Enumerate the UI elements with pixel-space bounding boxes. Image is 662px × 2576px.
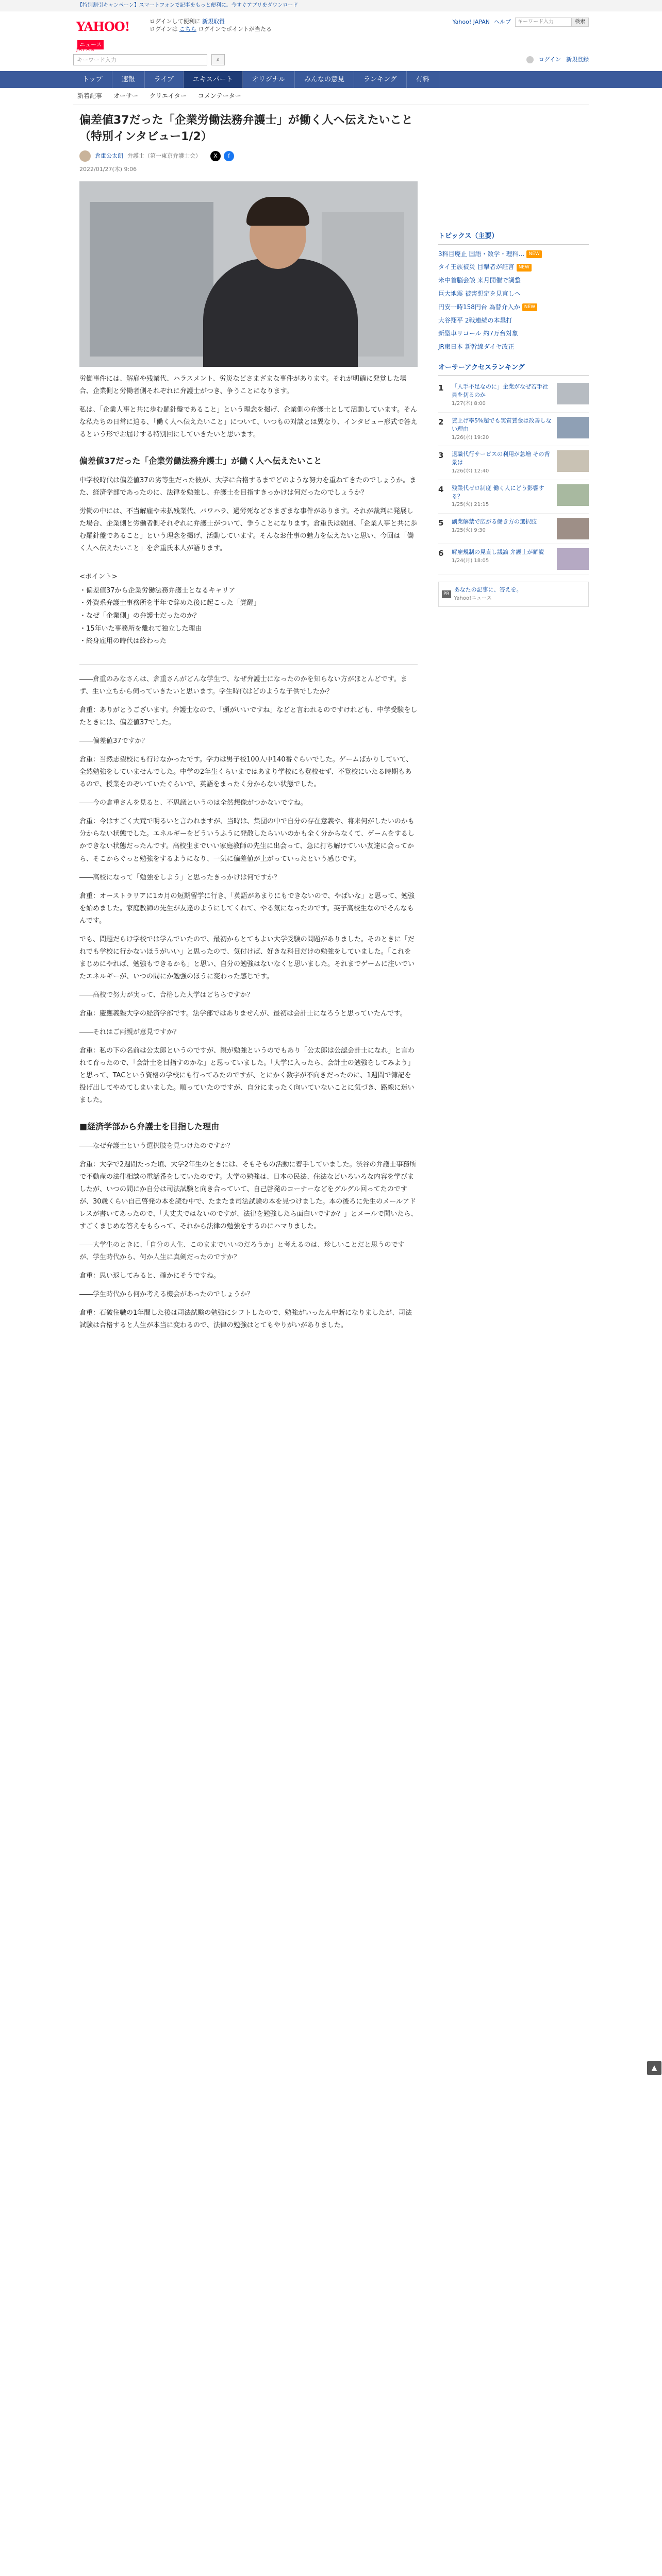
ranking-item[interactable] bbox=[438, 544, 589, 574]
rank-number: 5 bbox=[438, 518, 444, 528]
rank-thumbnail[interactable] bbox=[557, 518, 589, 539]
body-paragraph: ――倉重のみなさんは、倉重さんがどんな学生で、なぜ弁護士になったのかを知らない方がほとんどです。まず、生い立ちから伺っていきたいと思います。学生時代はどのような子供でしたか？ bbox=[79, 675, 407, 696]
top-promo-bar[interactable] bbox=[0, 0, 662, 11]
rank-number: 2 bbox=[438, 417, 444, 427]
nav-paid[interactable]: 有料 bbox=[407, 71, 439, 88]
nav-expert[interactable]: エキスパート bbox=[184, 71, 243, 88]
help-link[interactable]: ヘルプ bbox=[494, 19, 511, 25]
site-logo[interactable] bbox=[76, 16, 146, 54]
topic-item[interactable] bbox=[438, 314, 589, 328]
topics-box bbox=[438, 231, 589, 354]
promo-signup-link[interactable]: 新規取得 bbox=[202, 18, 225, 25]
topic-text[interactable]: 巨大地震 被害想定を見直しへ bbox=[438, 290, 521, 298]
rank-meta: 1/26(水) 19:20 bbox=[452, 434, 489, 440]
global-nav bbox=[0, 71, 662, 88]
sidebar-ad[interactable] bbox=[438, 582, 589, 607]
topic-item[interactable] bbox=[438, 287, 589, 301]
account-links bbox=[526, 55, 589, 64]
author-affiliation: 弁護士（第一東京弁護士会） bbox=[127, 152, 201, 159]
rank-thumbnail[interactable] bbox=[557, 450, 589, 472]
topic-text[interactable]: 新型車リコール 約7万台対象 bbox=[438, 330, 518, 337]
rank-text[interactable]: 解雇規制の見直し議論 弁護士が解説 1/24(月) 18:05 bbox=[452, 548, 553, 570]
new-badge: NEW bbox=[517, 264, 532, 272]
top-promo-text[interactable]: 【特別割引キャンペーン】スマートフォンで記事をもっと便利に。今すぐアプリをダウンロード bbox=[77, 3, 299, 8]
subnav-creators[interactable]: クリエイター bbox=[150, 92, 187, 100]
ranking-item[interactable] bbox=[438, 379, 589, 412]
signup-link[interactable]: 新規登録 bbox=[566, 56, 589, 63]
article-lead bbox=[79, 373, 418, 441]
rank-text[interactable]: 「人手不足なのに」企業がなぜ若手社員を切るのか 1/27(木) 8:00 bbox=[452, 383, 553, 408]
body-paragraph: 倉重：慶應義塾大学の経済学部です。法学部ではありませんが、最初は会計士になろうと思っていたんです。 bbox=[79, 1009, 407, 1018]
body-paragraph: 倉重：当然志望校にも行けなかったです。学力は男子校100人中140番ぐらいでした。ゲームばかりしていて、全然勉強をしていませんでした。中学の2年生くらいまではあまり学校にも登校せず、不登校にいたる時期もあるので、授業をのぞいていたぐらいで、英語をまったく分からない状態でした。 bbox=[79, 756, 413, 789]
rank-meta: 1/25(火) 9:30 bbox=[452, 527, 486, 533]
avatar[interactable] bbox=[79, 150, 91, 162]
topic-text[interactable]: 大谷翔平 2戦連続の本塁打 bbox=[438, 316, 512, 324]
publish-date: 2022/01/27(木) 9:06 bbox=[79, 166, 137, 173]
rank-number: 6 bbox=[438, 548, 444, 558]
login-promo bbox=[150, 18, 272, 33]
body-paragraph: ――学生時代から何か考える機会があったのでしょうか？ bbox=[79, 1291, 254, 1299]
new-badge: NEW bbox=[526, 250, 541, 258]
point-item: ・偏差値37から企業労働法務弁護士となるキャリア bbox=[79, 586, 236, 595]
nav-original[interactable]: オリジナル bbox=[243, 71, 295, 88]
topic-item[interactable] bbox=[438, 274, 589, 287]
body-paragraph: 中学校時代は偏差値37の劣等生だった彼が、大学に合格するまでどのような努力を重ねてきたのでしょうか。また、経済学部であったのに、法律を勉強し、弁護士を目指すきっかけは何だったのでしょうか？ bbox=[79, 476, 417, 497]
logo-japan: JAPAN bbox=[76, 47, 95, 53]
section-heading: 偏差値37だった「企業労働法務弁護士」が働く人へ伝えたいこと bbox=[79, 456, 322, 466]
web-search-input[interactable]: キーワード入力 bbox=[515, 18, 572, 27]
section-heading: ■経済学部から弁護士を目指した理由 bbox=[79, 1122, 220, 1132]
body-paragraph: 倉重：オーストラリアに1カ月の短期留学に行き、「英語があまりにもできないので、やばいな」と思って、勉強を始めました。家庭教師の先生が友達のようにしてくれて、やる気になったのです。英子高校生なのでそんなもんです。 bbox=[79, 892, 415, 925]
rank-thumbnail[interactable] bbox=[557, 548, 589, 570]
body-paragraph: ――高校になって「勉強をしよう」と思ったきっかけは何ですか？ bbox=[79, 873, 281, 882]
sub-nav bbox=[73, 88, 589, 105]
nav-live[interactable]: ライブ bbox=[145, 71, 184, 88]
nav-breaking[interactable]: 速報 bbox=[112, 71, 145, 88]
sidebar bbox=[438, 112, 589, 1338]
article-title: 偏差値37だった「企業労働法務弁護士」が働く人へ伝えたいこと（特別インタビュー1/2） bbox=[79, 114, 413, 144]
rank-meta: 1/25(火) 21:15 bbox=[452, 502, 489, 508]
body-paragraph: ――大学生のときに、「自分の人生、このままでいいのだろうか」と考えるのは、珍しいことだと思うのですが、学生時代から、何か人生に真剣だったのですか？ bbox=[79, 1241, 405, 1262]
logo-news: ニュース bbox=[77, 40, 104, 49]
subnav-commentators[interactable]: コメンテーター bbox=[197, 92, 241, 100]
rank-number: 1 bbox=[438, 383, 444, 393]
ad-sub: Yahoo!ニュース bbox=[454, 596, 492, 602]
topics-title: トピックス（主要） bbox=[438, 231, 589, 244]
rank-meta: 1/24(月) 18:05 bbox=[452, 557, 489, 564]
nav-top[interactable]: トップ bbox=[73, 71, 112, 88]
body-paragraph: 倉重：石破住職の1年間した後は司法試験の勉強にシフトしたので、勉強がいったん中断になりましたが、司法試験は合格すると人生が本当に変わるので、法律の勉強はとてもやりがいがありました。 bbox=[79, 1309, 412, 1330]
rank-text[interactable]: 賃上げ率5%超でも実質賃金は改善しない理由 1/26(水) 19:20 bbox=[452, 417, 553, 442]
promo-line1: ログインして便利に bbox=[150, 18, 201, 25]
topic-item[interactable] bbox=[438, 341, 589, 354]
web-search bbox=[515, 18, 589, 27]
author-name[interactable]: 倉重公太朗 bbox=[95, 152, 123, 159]
lead-paragraph: 労働事件には、解雇や残業代、ハラスメント、労災などさまざまな事件があります。それが明確に発覚した場合、企業側と労働者側それぞれに弁護士がつき、争うことになります。 bbox=[79, 375, 407, 396]
content-wrap bbox=[73, 105, 589, 1338]
article-photo[interactable] bbox=[79, 181, 418, 367]
topic-text[interactable]: JR東日本 新幹線ダイヤ改正 bbox=[438, 343, 515, 351]
rank-thumbnail[interactable] bbox=[557, 383, 589, 404]
rank-thumbnail[interactable] bbox=[557, 417, 589, 438]
body-paragraph: 倉重：ありがとうございます。弁護士なので、「頭がいいですね」などと言われるのですけれども、中学受験をしたときには、偏差値37でした。 bbox=[79, 706, 418, 727]
rank-meta: 1/27(木) 8:00 bbox=[452, 401, 486, 407]
point-item: ・外資系弁護士事務所を半年で辞めた後に起こった「覚醒」 bbox=[79, 599, 260, 607]
logo-yahoo: YAHOO! bbox=[76, 19, 130, 34]
nav-opinion[interactable]: みんなの意見 bbox=[295, 71, 354, 88]
facebook-share-icon[interactable]: f bbox=[224, 151, 234, 161]
header-links bbox=[452, 18, 589, 27]
topic-item[interactable] bbox=[438, 327, 589, 341]
point-item: ・終身雇用の時代は終わった bbox=[79, 637, 167, 646]
login-link[interactable]: ログイン bbox=[538, 56, 561, 63]
rank-text[interactable]: 残業代ゼロ制度 働く人にどう影響する？ 1/25(火) 21:15 bbox=[452, 484, 553, 509]
topic-text[interactable]: 円安一時158円台 為替介入か bbox=[438, 303, 520, 311]
ranking-item[interactable] bbox=[438, 413, 589, 446]
ranking-item[interactable] bbox=[438, 514, 589, 544]
topic-item[interactable] bbox=[438, 301, 589, 314]
body-paragraph: 倉重：思い返してみると、確かにそうですね。 bbox=[79, 1272, 221, 1280]
rank-thumbnail[interactable] bbox=[557, 484, 589, 506]
ranking-item[interactable] bbox=[438, 480, 589, 514]
news-search-input[interactable]: キーワード入力 bbox=[73, 54, 207, 65]
nav-ranking[interactable]: ランキング bbox=[354, 71, 407, 88]
lead-paragraph: 私は、「企業人事と共に歩む羅針盤であること」という理念を掲げ、企業側の弁護士として活動しています。そんな私たちの日常に迫る、「働く人へ伝えたいこと」について、いつもの対談とは異なり、インタビュー形式で答えるという形でお届けする特別回にしていきたいと思います。 bbox=[79, 406, 418, 439]
promo-line2b: ログインでポイントが当たる bbox=[198, 26, 272, 33]
points-heading: <ポイント> bbox=[79, 573, 118, 581]
new-badge: NEW bbox=[522, 303, 537, 311]
site-header bbox=[73, 11, 589, 53]
body-paragraph: 倉重：今はすごく大荒で明るいと言われますが、当時は、集団の中で自分の存在意義や、将来何がしたいのかも分からない状態でした。エネルギーをどういうふうに発散したらいいのかも全く分からなくて、ゲームをするしかできない状態だったんです。高校生までいい家庭教師の先生に出会って、急に打ち解けていい友達に会ってから、そこからぐっと勉強をするようになり、一気に偏差値が上がっていったという感じです。 bbox=[79, 818, 415, 863]
topic-item[interactable] bbox=[438, 248, 589, 261]
web-search-button[interactable]: 検索 bbox=[572, 18, 589, 27]
x-share-icon[interactable]: X bbox=[210, 151, 221, 161]
author-row bbox=[79, 150, 418, 162]
point-item: ・なぜ「企業側」の弁護士だったのか？ bbox=[79, 612, 201, 620]
ranking-title: オーサーアクセスランキング bbox=[438, 362, 589, 376]
rank-meta: 1/26(水) 12:40 bbox=[452, 468, 489, 474]
topic-text[interactable]: 3科目廃止 国語・数学・理科… bbox=[438, 250, 525, 258]
rank-text[interactable]: 退職代行サービスの利用が急増 その背景は 1/26(水) 12:40 bbox=[452, 450, 553, 475]
share-buttons bbox=[210, 151, 234, 161]
subnav-latest[interactable]: 新着記事 bbox=[77, 92, 103, 100]
page-top-button[interactable]: ▲ bbox=[647, 2061, 661, 2075]
rank-text[interactable]: 副業解禁で広がる働き方の選択肢 1/25(火) 9:30 bbox=[452, 518, 553, 539]
body-paragraph: 倉重：大学で2週間たった頃、大学2年生のときには、そもそもの活動に着手していました。渋谷の弁護士事務所で不動産の法律相談の電話番をしていたのです。大学の勉強は、日本の民法、住法などいろいろな内容を学びましたが、いつの間にか自分は司法試験と向き合っていて、自己啓発のコーナーなどをグルグル回ってたのですが、30歳くらい自己啓発の本を読む中で、たまたま司法試験の本を見つけました。本の後ろに先生のメールアドレスが書いてあったので、「大丈夫ではないのですが、法律を勉強したら面白いですか？」とメールで聞いたら、すごくまじめな答えをもらって、それから法律の勉強をするのにハマりました。 bbox=[79, 1160, 418, 1230]
point-item: ・15年いた事務所を離れて独立した理由 bbox=[79, 624, 202, 633]
body-paragraph: でも、問題だらけ学校では学んでいたので、最初からとてもよい大学受験の問題がありました。そのときに「だれでも学校に行かないほうがいい」と思ったので、気付けば、好きな科目だけの勉強をしていました。「これをまじめにやれば、勉強もできるかも」と思い、自分の勉強はないなくと思いました。それまでゲームに注いでいたエネルギーが、いつの間にか勉強のほうに変わった感じです。 bbox=[79, 935, 415, 980]
rank-number: 4 bbox=[438, 484, 444, 494]
body-paragraph: ――高校で努力が実って、合格した大学はどちらですか？ bbox=[79, 991, 254, 999]
ad-pr-badge: PR bbox=[442, 590, 451, 598]
bell-icon[interactable] bbox=[526, 56, 534, 63]
body-paragraph: ――今の倉重さんを見ると、不思議というのは全然想像がつかないですね。 bbox=[79, 799, 308, 807]
body-paragraph: ――それはご両親が意見ですか？ bbox=[79, 1028, 180, 1037]
article bbox=[73, 112, 424, 1338]
rank-number: 3 bbox=[438, 451, 444, 461]
body-paragraph: ――なぜ弁護士という選択肢を見つけたのですか？ bbox=[79, 1142, 234, 1150]
ranking-box bbox=[438, 362, 589, 574]
yahoo-japan-link[interactable]: Yahoo! JAPAN bbox=[452, 19, 490, 25]
ranking-item[interactable] bbox=[438, 446, 589, 480]
search-icon[interactable]: ⌕ bbox=[211, 54, 225, 65]
topic-item[interactable] bbox=[438, 261, 589, 274]
topic-text[interactable]: タイ王族被災 目撃者が証言 bbox=[438, 263, 515, 271]
ad-title[interactable]: あなたの記事に、答えを。 bbox=[454, 586, 522, 593]
photo-window bbox=[90, 202, 213, 357]
topic-text[interactable]: 米中首脳会談 来月開催で調整 bbox=[438, 277, 521, 284]
body-paragraph: 倉重：私の下の名前は公太郎というのですが、親が勉強というのでもあり「公太郎は公認会計士になれ」と言われて育ったので、「会計士を目指すのかな」と思っていました。「大学に入ったら、会計士の勉強をしてみよう」と思って、TACという資格の学校にも行ってみたのですが、とにかく数字が不向きだったのに、1週間で簿記を投げ出してやめてしまいました。順っていたのですが、自分にまったく向いていないことに気づき、路線に迷いました。 bbox=[79, 1047, 415, 1105]
body-paragraph: 労働の中には、不当解雇や未払残業代、パワハラ、過労死などさまざまな事件があります。それが裁判に発展した場合、企業側と労働者側それぞれに弁護士がついて、争うことになります。倉重氏は数回、「企業人事と共に歩む羅針盤であること」という理念を掲げ、活動しています。そんなお仕事の魅力を伝えたいと思い、今回は「働く人へ伝えたいこと」を倉重氏本人が語ります。 bbox=[79, 507, 418, 553]
promo-line2: ログインは bbox=[150, 26, 178, 33]
body-paragraph: ――偏差値37ですか？ bbox=[79, 737, 148, 745]
photo-person-body bbox=[203, 259, 358, 367]
promo-login-link[interactable]: こちら bbox=[179, 26, 196, 33]
news-search-row bbox=[73, 53, 589, 67]
subnav-authors[interactable]: オーサー bbox=[113, 92, 139, 100]
points-box bbox=[79, 565, 418, 654]
